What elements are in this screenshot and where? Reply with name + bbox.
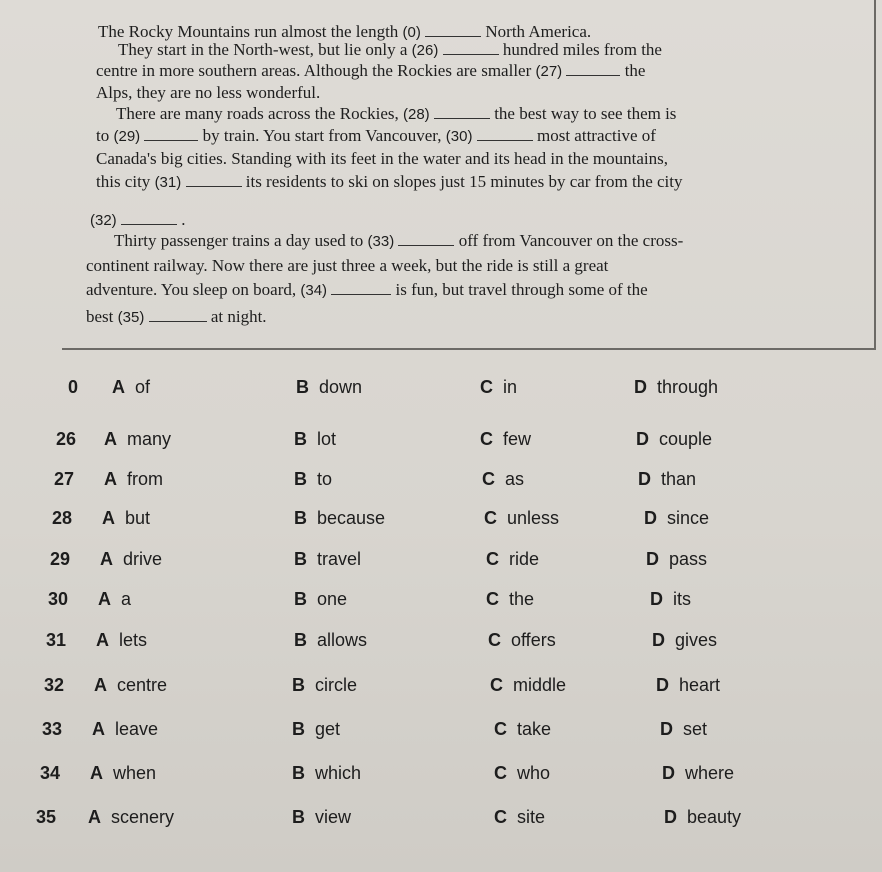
option-b[interactable]: B view [292,807,352,827]
gap-number: (31) [154,174,182,191]
gap-number: (33) [367,233,395,250]
question-row [0,719,882,747]
gap-blank [434,104,490,119]
option-a[interactable]: A leave [92,719,159,739]
gap-blank [566,61,620,76]
passage-line-3 [96,61,645,82]
question-row [0,377,882,405]
option-b[interactable]: B lot [294,429,337,449]
passage-text: off from Vancouver on the cross- [458,231,684,250]
question-number: 35 [36,807,57,827]
question-number: 30 [48,589,69,609]
option-b[interactable]: B which [292,763,362,783]
option-a[interactable]: A centre [94,675,168,695]
gap-number: (0) [402,24,421,41]
gap-blank [331,280,391,295]
option-a[interactable]: A scenery [88,807,175,827]
passage-text: by train. You start from Vancouver, [202,126,442,145]
passage-text: best [86,307,114,326]
passage-line-2 [118,40,662,61]
question-row [0,807,882,835]
option-d[interactable]: D where [662,763,735,783]
passage-line-9 [90,210,185,231]
gap-blank [186,172,242,187]
passage-text: They start in the North-west, but lie only a [118,40,408,59]
passage-text: Canada's big cities. Standing with its feet in the water and its head in the mountains, [96,149,668,168]
option-a[interactable]: A a [98,589,132,609]
option-d[interactable]: D set [660,719,708,739]
passage-text: is fun, but travel through some of the [395,280,648,299]
gap-number: (29) [113,128,141,145]
passage-text: adventure. You sleep on board, [86,280,297,299]
passage-text: continent railway. Now there are just three a week, but the ride is still a great [86,256,609,275]
passage-text: centre in more southern areas. Although the Rockies are smaller [96,61,532,80]
gap-blank [144,126,198,141]
option-b[interactable]: B get [292,719,341,739]
gap-number: (34) [300,282,328,299]
option-a[interactable]: A of [112,377,151,397]
passage-text: North America. [485,22,592,41]
gap-number: (26) [411,42,439,59]
option-b[interactable]: B to [294,469,333,489]
question-row [0,508,882,536]
passage-text: the [624,61,646,80]
option-a[interactable]: A but [102,508,151,528]
option-a[interactable]: A drive [100,549,163,569]
passage-line-7 [96,149,668,169]
passage-line-10 [114,231,683,252]
option-a[interactable]: A lets [96,630,148,650]
passage-line-8 [96,172,683,193]
option-a[interactable]: A many [104,429,172,449]
gap-number: (28) [403,106,430,123]
question-row [0,675,882,703]
passage-line-6 [96,126,656,147]
question-number: 33 [42,719,63,739]
option-c[interactable]: C who [494,763,551,783]
option-b[interactable]: B one [294,589,348,609]
passage-text: at night. [210,307,267,326]
option-d[interactable]: D beauty [664,807,742,827]
option-d[interactable]: D since [644,508,710,528]
gap-number: (35) [117,309,145,326]
passage-text: Thirty passenger trains a day used to [114,231,364,250]
passage-text: most attractive of [536,126,656,145]
passage-line-4 [96,83,320,103]
option-c[interactable]: C in [480,377,518,397]
option-b[interactable]: B circle [292,675,358,695]
passage-text: The Rocky Mountains run almost the length [98,22,399,41]
passage-line-5 [116,104,676,125]
passage-text: this city [96,172,151,191]
option-d[interactable]: D through [634,377,719,397]
option-c[interactable]: C site [494,807,546,827]
option-c[interactable]: C unless [484,508,560,528]
gap-number: (27) [535,63,563,80]
option-d[interactable]: D couple [636,429,713,449]
question-row [0,630,882,658]
question-number: 27 [54,469,75,489]
passage-line-12 [86,280,648,301]
option-d[interactable]: D pass [646,549,708,569]
question-row [0,429,882,457]
gap-blank [477,126,533,141]
option-b[interactable]: B allows [294,630,368,650]
gap-number: (32) [90,212,117,229]
passage-text: its residents to ski on slopes just 15 minutes by car from the city [245,172,683,191]
question-number: 32 [44,675,65,695]
gap-blank [149,307,207,322]
passage-text: Alps, they are no less wonderful. [96,83,321,102]
gap-blank [425,22,481,37]
question-number: 26 [56,429,77,449]
passage-text: to [96,126,110,145]
option-a[interactable]: A from [104,469,163,489]
option-c[interactable]: C middle [490,675,567,695]
option-c[interactable]: C few [480,429,532,449]
gap-blank [398,231,454,246]
question-number: 28 [52,508,73,528]
gap-number: (30) [445,128,473,145]
passage-text: the best way to see them is [494,104,677,123]
question-number: 0 [68,377,79,397]
question-number: 31 [46,630,67,650]
passage-text: hundred miles from the [502,40,662,59]
option-c[interactable]: C as [482,469,525,489]
passage-line-11 [86,256,608,276]
option-c[interactable]: C offers [488,630,556,650]
option-a[interactable]: A when [90,763,157,783]
passage-text: There are many roads across the Rockies, [116,104,399,123]
question-number: 34 [40,763,61,783]
question-row [0,763,882,791]
question-number: 29 [50,549,71,569]
option-c[interactable]: C the [486,589,535,609]
option-b[interactable]: B travel [294,549,362,569]
option-b[interactable]: B because [294,508,386,528]
option-d[interactable]: D its [650,589,691,609]
gap-blank [443,40,499,55]
question-row [0,549,882,577]
question-row [0,589,882,617]
option-c[interactable]: C ride [486,549,540,569]
passage-line-13 [86,307,267,328]
option-c[interactable]: C take [494,719,552,739]
option-d[interactable]: D heart [656,675,721,695]
gap-blank [121,210,177,225]
option-b[interactable]: B down [296,377,363,397]
option-d[interactable]: D gives [652,630,718,650]
passage-text: . [181,210,186,229]
option-d[interactable]: D than [638,469,697,489]
question-row [0,469,882,497]
